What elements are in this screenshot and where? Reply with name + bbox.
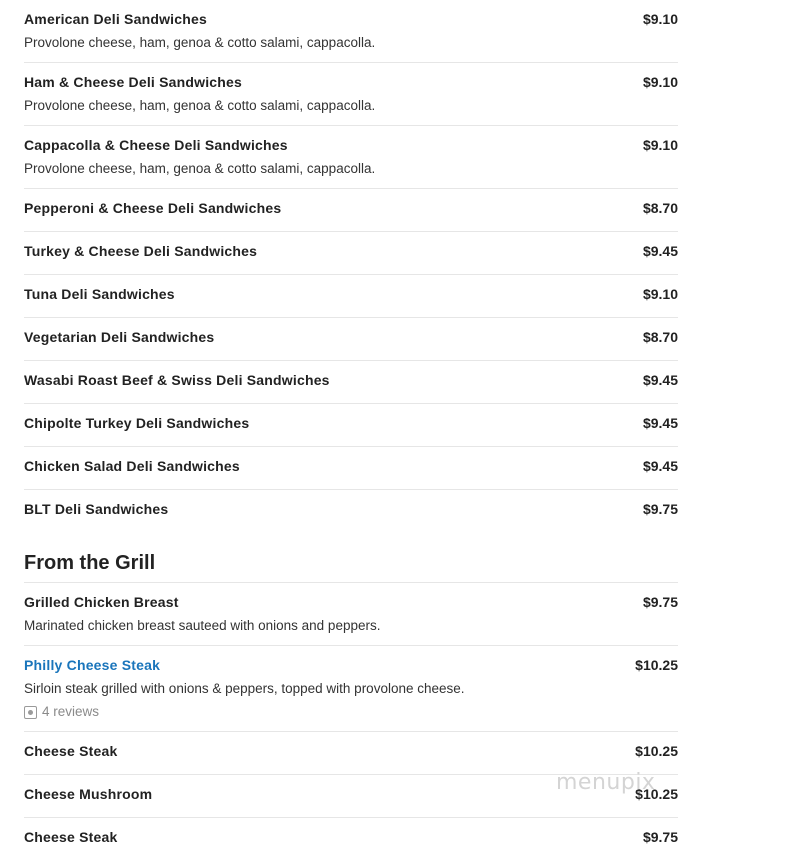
item-name: Chipolte Turkey Deli Sandwiches: [24, 415, 250, 431]
item-name: Wasabi Roast Beef & Swiss Deli Sandwiches: [24, 372, 330, 388]
item-name: Turkey & Cheese Deli Sandwiches: [24, 243, 258, 259]
item-description: Provolone cheese, ham, genoa & cotto salami, cappacolla.: [24, 98, 376, 113]
menu-item: [24, 189, 678, 232]
item-name: Vegetarian Deli Sandwiches: [24, 329, 215, 345]
item-price: $8.70: [642, 200, 678, 216]
item-name: Cheese Steak: [24, 829, 118, 845]
menu-item: [24, 447, 678, 490]
item-price: $9.10: [642, 11, 678, 27]
item-name-link[interactable]: Philly Cheese Steak: [24, 657, 161, 673]
item-price: $10.25: [635, 786, 678, 802]
item-name: Chicken Salad Deli Sandwiches: [24, 458, 240, 474]
item-price: $9.45: [642, 415, 678, 431]
menu-item: [24, 583, 678, 646]
menu-item: [24, 275, 678, 318]
item-price: $9.45: [642, 243, 678, 259]
item-description: Provolone cheese, ham, genoa & cotto salami, cappacolla.: [24, 161, 376, 176]
item-price: $9.10: [642, 74, 678, 90]
menu-item: [24, 818, 678, 860]
item-price: $9.75: [642, 501, 678, 517]
item-name: Cheese Mushroom: [24, 786, 153, 802]
item-price: $9.75: [642, 829, 678, 845]
item-name: Tuna Deli Sandwiches: [24, 286, 175, 302]
item-description: Marinated chicken breast sauteed with onions and peppers.: [24, 618, 381, 633]
menu-item: [24, 404, 678, 447]
item-name: BLT Deli Sandwiches: [24, 501, 169, 517]
item-name: Ham & Cheese Deli Sandwiches: [24, 74, 243, 90]
menu-item: [24, 126, 678, 189]
menu-item: [24, 63, 678, 126]
menu-list: [24, 0, 678, 860]
menu-item: [24, 646, 678, 732]
section-title: From the Grill: [24, 532, 678, 583]
item-description: Provolone cheese, ham, genoa & cotto salami, cappacolla.: [24, 35, 376, 50]
item-price: $9.10: [642, 137, 678, 153]
watermark-logo: menupix: [556, 770, 656, 795]
item-name: Pepperoni & Cheese Deli Sandwiches: [24, 200, 282, 216]
item-price: $9.10: [642, 286, 678, 302]
item-name: American Deli Sandwiches: [24, 11, 207, 27]
menu-item: [24, 232, 678, 275]
menu-item: [24, 361, 678, 404]
item-name: Cheese Steak: [24, 743, 118, 759]
menu-item: [24, 0, 678, 63]
item-price: $10.25: [635, 657, 678, 673]
item-name: Grilled Chicken Breast: [24, 594, 179, 610]
item-price: $9.45: [642, 458, 678, 474]
item-price: $10.25: [635, 743, 678, 759]
review-icon: [24, 706, 37, 719]
item-price: $9.45: [642, 372, 678, 388]
reviews-count: 4 reviews: [42, 704, 100, 719]
menu-item: [24, 732, 678, 775]
menu-item: [24, 490, 678, 532]
item-price: $9.75: [642, 594, 678, 610]
item-price: $8.70: [642, 329, 678, 345]
reviews-link[interactable]: [24, 703, 678, 721]
item-name: Cappacolla & Cheese Deli Sandwiches: [24, 137, 288, 153]
item-description: Sirloin steak grilled with onions & peppers, topped with provolone cheese.: [24, 681, 465, 696]
menu-item: [24, 318, 678, 361]
